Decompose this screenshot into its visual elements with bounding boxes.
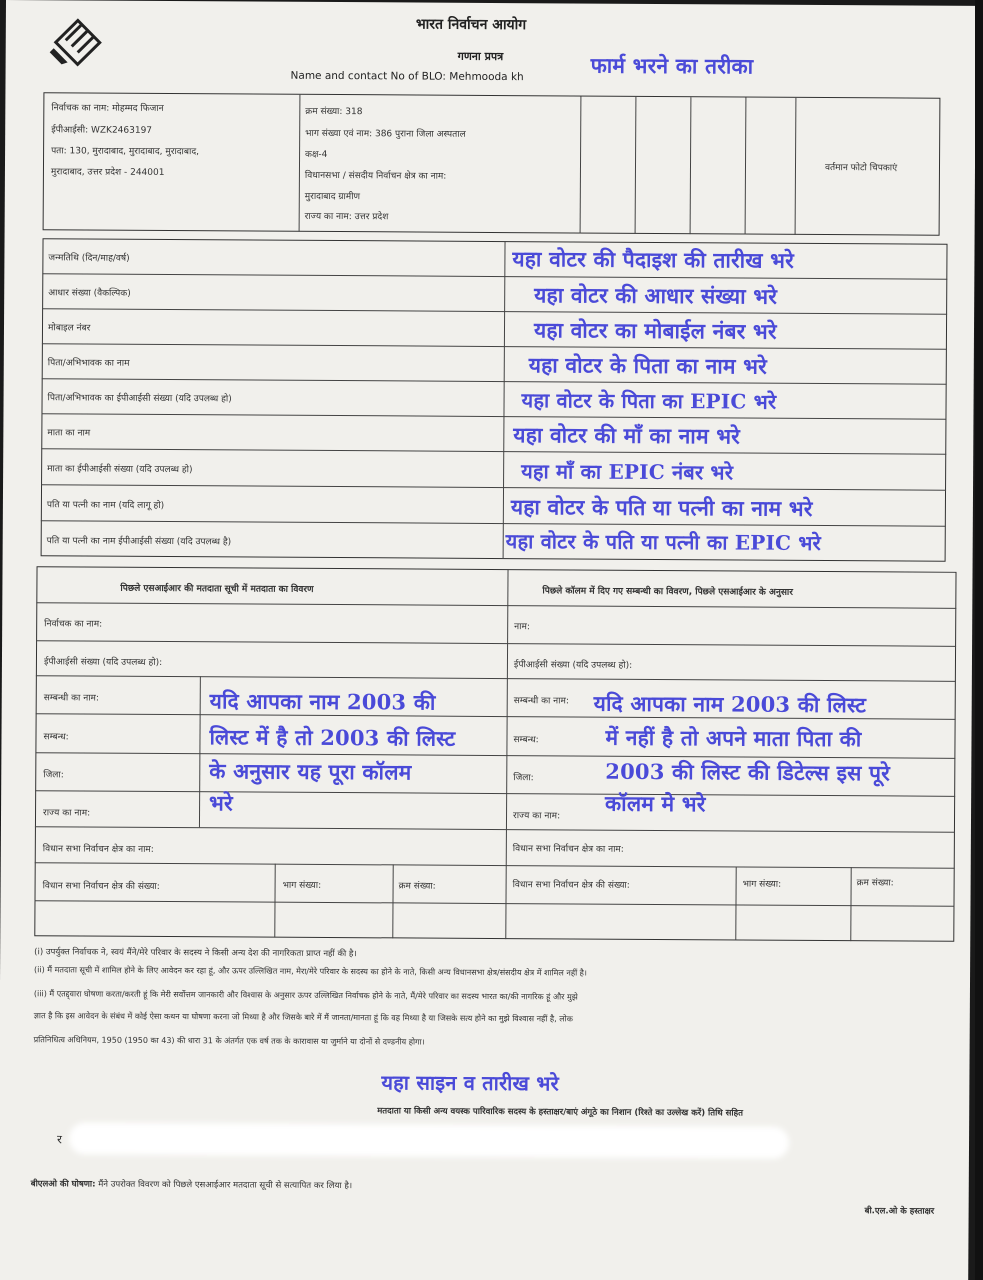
sir-bottom-left: विधान सभा निर्वाचन क्षेत्र की संख्या: भाग संख्या: क्रम संख्या: <box>42 880 436 892</box>
sir-left-rows: निर्वाचक का नाम: ईपीआईसी संख्या (यदि उपलब्ध हो): सम्बन्धी का नाम: सम्बन्ध: जिला: राज्य का नाम: विधान सभा निर्वाचन क्षेत्र का नाम: <box>42 619 163 855</box>
sir-right-rows: नाम: ईपीआईसी संख्या (यदि उपलब्ध हो): सम्बन्धी का नाम: सम्बन्ध: जिला: राज्य का नाम: विधान सभा निर्वाचन क्षेत्र का नाम: <box>512 622 633 855</box>
part-info: क्रम संख्या: 318 भाग संख्या एवं नाम: 386 पुराना जिला अस्पताल कक्ष-4 विधानसभा / संसदीय निर्वाचन क्षेत्र का नाम: मुरादाबाद ग्रामीण राज्य का नाम: उत्तर प्रदेश <box>304 106 466 223</box>
sir-left-header: पिछले एसआईआर की मतदाता सूची में मतदाता का विवरण <box>120 583 314 595</box>
org-title: भारत निर्वाचन आयोग <box>415 16 527 34</box>
field-row: पति या पत्नी का नाम (यदि लागू हो) यहा वोटर के पति या पत्नी का नाम भरे <box>46 494 813 521</box>
declarations: (i) उपर्युक्त निर्वाचक ने, स्वयं मैंने/मेरे परिवार के सदस्य ने किसी अन्य देश की नागरिकता प्राप्त नहीं की है। (ii) मैं मतदाता सूची में शामिल होने के लिए आवेदन कर रहा हूं, और ऊपर उल्लिखित नाम, मेरा/मेरे परिवार के सदस्य का होने के नाते, किसी अन्य विधानसभा क्षेत्र/संसदीय क्षेत्र में शामिल नहीं है। (iii) मैं एतद्द्वारा घोषणा करता/करती हूं कि मेरी सर्वोत्तम जानकारी और विश्वास के अनुसार ऊपर उल्लिखित निर्वाचक होने के नाते, मैं/मेरे परिवार का सदस्य भारत का/की नागरिक हूं और मुझे ज्ञात है कि इस आवेदन के संबंध में कोई ऐसा कथन या घोषणा करना जो मिथ्या है और जिसके बारे में मैं जानता/मानता हूं कि वह मिथ्या है या जिसके सत्य होने का मुझे विश्वास नहीं है, लोक प्रतिनिधित्व अधिनियम, 1950 (1950 का 43) की धारा 31 के अंतर्गत एक वर्ष तक के कारावास या जुर्माने या दोनों से दण्डनीय होगा। <box>33 947 588 1047</box>
field-row: आधार संख्या (वैकल्पिक) यहा वोटर की आधार संख्या भरे <box>48 282 778 309</box>
sign-note: यहा साइन व तारीख भरे <box>381 1070 560 1096</box>
field-row: पति या पत्नी का नाम ईपीआईसी संख्या (यदि उपलब्ध है) यहा वोटर के पति या पत्नी का EPIC भरे <box>46 529 822 555</box>
how-to-fill-note: फार्म भरने का तरीका <box>590 52 754 79</box>
field-row: पिता/अभिभावक का ईपीआईसी संख्या (यदि उपलब्ध हो) यहा वोटर के पिता का EPIC भरे <box>47 388 777 414</box>
blo-contact: Name and contact No of BLO: Mehmooda kh <box>290 69 524 84</box>
edge-shadow <box>975 0 983 1280</box>
field-row: मोबाइल नंबर यहा वोटर का मोबाईल नंबर भरे <box>47 317 777 344</box>
blur-mark: र <box>56 1132 63 1147</box>
blo-signature-label: बी.एल.ओ के हस्ताक्षर <box>864 1206 935 1217</box>
field-row: माता का नाम यहा वोटर की माँ का नाम भरे <box>47 422 741 449</box>
field-row: पिता/अभिभावक का नाम यहा वोटर के पिता का नाम भरे <box>47 352 768 379</box>
sir-right-note: यदि आपका नाम 2003 की लिस्ट में नहीं है तो अपने माता पिता की 2003 की लिस्ट की डिटेल्स इस पूरे कॉलम मे भरे <box>593 690 891 817</box>
sign-caption: मतदाता या किसी अन्य वयस्क पारिवारिक सदस्य के हस्ताक्षर/बाएं अंगूठे का निशान (रिश्ते का उल्लेख करें) तिथि सहित <box>377 1106 744 1119</box>
blo-declaration: बीएलओ की घोषणा: मैंने उपरोक्त विवरण को पिछले एसआईआर मतदाता सूची से सत्यापित कर लिया है। <box>30 1179 353 1192</box>
sir-bottom-right: विधान सभा निर्वाचन क्षेत्र की संख्या: भाग संख्या: क्रम संख्या: <box>512 878 894 891</box>
redacted-signature <box>69 1122 789 1158</box>
form-title: गणना प्रपत्र <box>457 49 504 64</box>
eci-logo-icon <box>48 12 106 66</box>
elector-info: निर्वाचक का नाम: मोहम्मद फिजान ईपीआईसी: WZK2463197 पता: 130, मुरादाबाद, मुरादाबाद, मुरादाबाद, मुरादाबाद, उत्तर प्रदेश - 244001 <box>50 103 200 178</box>
info-box <box>43 92 941 235</box>
field-row: माता का ईपीआईसी संख्या (यदि उपलब्ध हो) यहा माँ का EPIC नंबर भरे <box>47 459 734 485</box>
field-row: जन्मतिथि (दिन/माह/वर्ष) यहा वोटर की पैदाइश की तारीख भरे <box>48 246 795 273</box>
photo-label: वर्तमान फोटो चिपकाएं <box>824 163 898 174</box>
sir-left-note: यदि आपका नाम 2003 की लिस्ट में है तो 2003 की लिस्ट के अनुसार यह पूरा कॉलम भरे <box>209 688 456 816</box>
sir-right-header: पिछले कॉलम में दिए गए सम्बन्धी का विवरण, पिछले एसआईआर के अनुसार <box>542 586 793 598</box>
